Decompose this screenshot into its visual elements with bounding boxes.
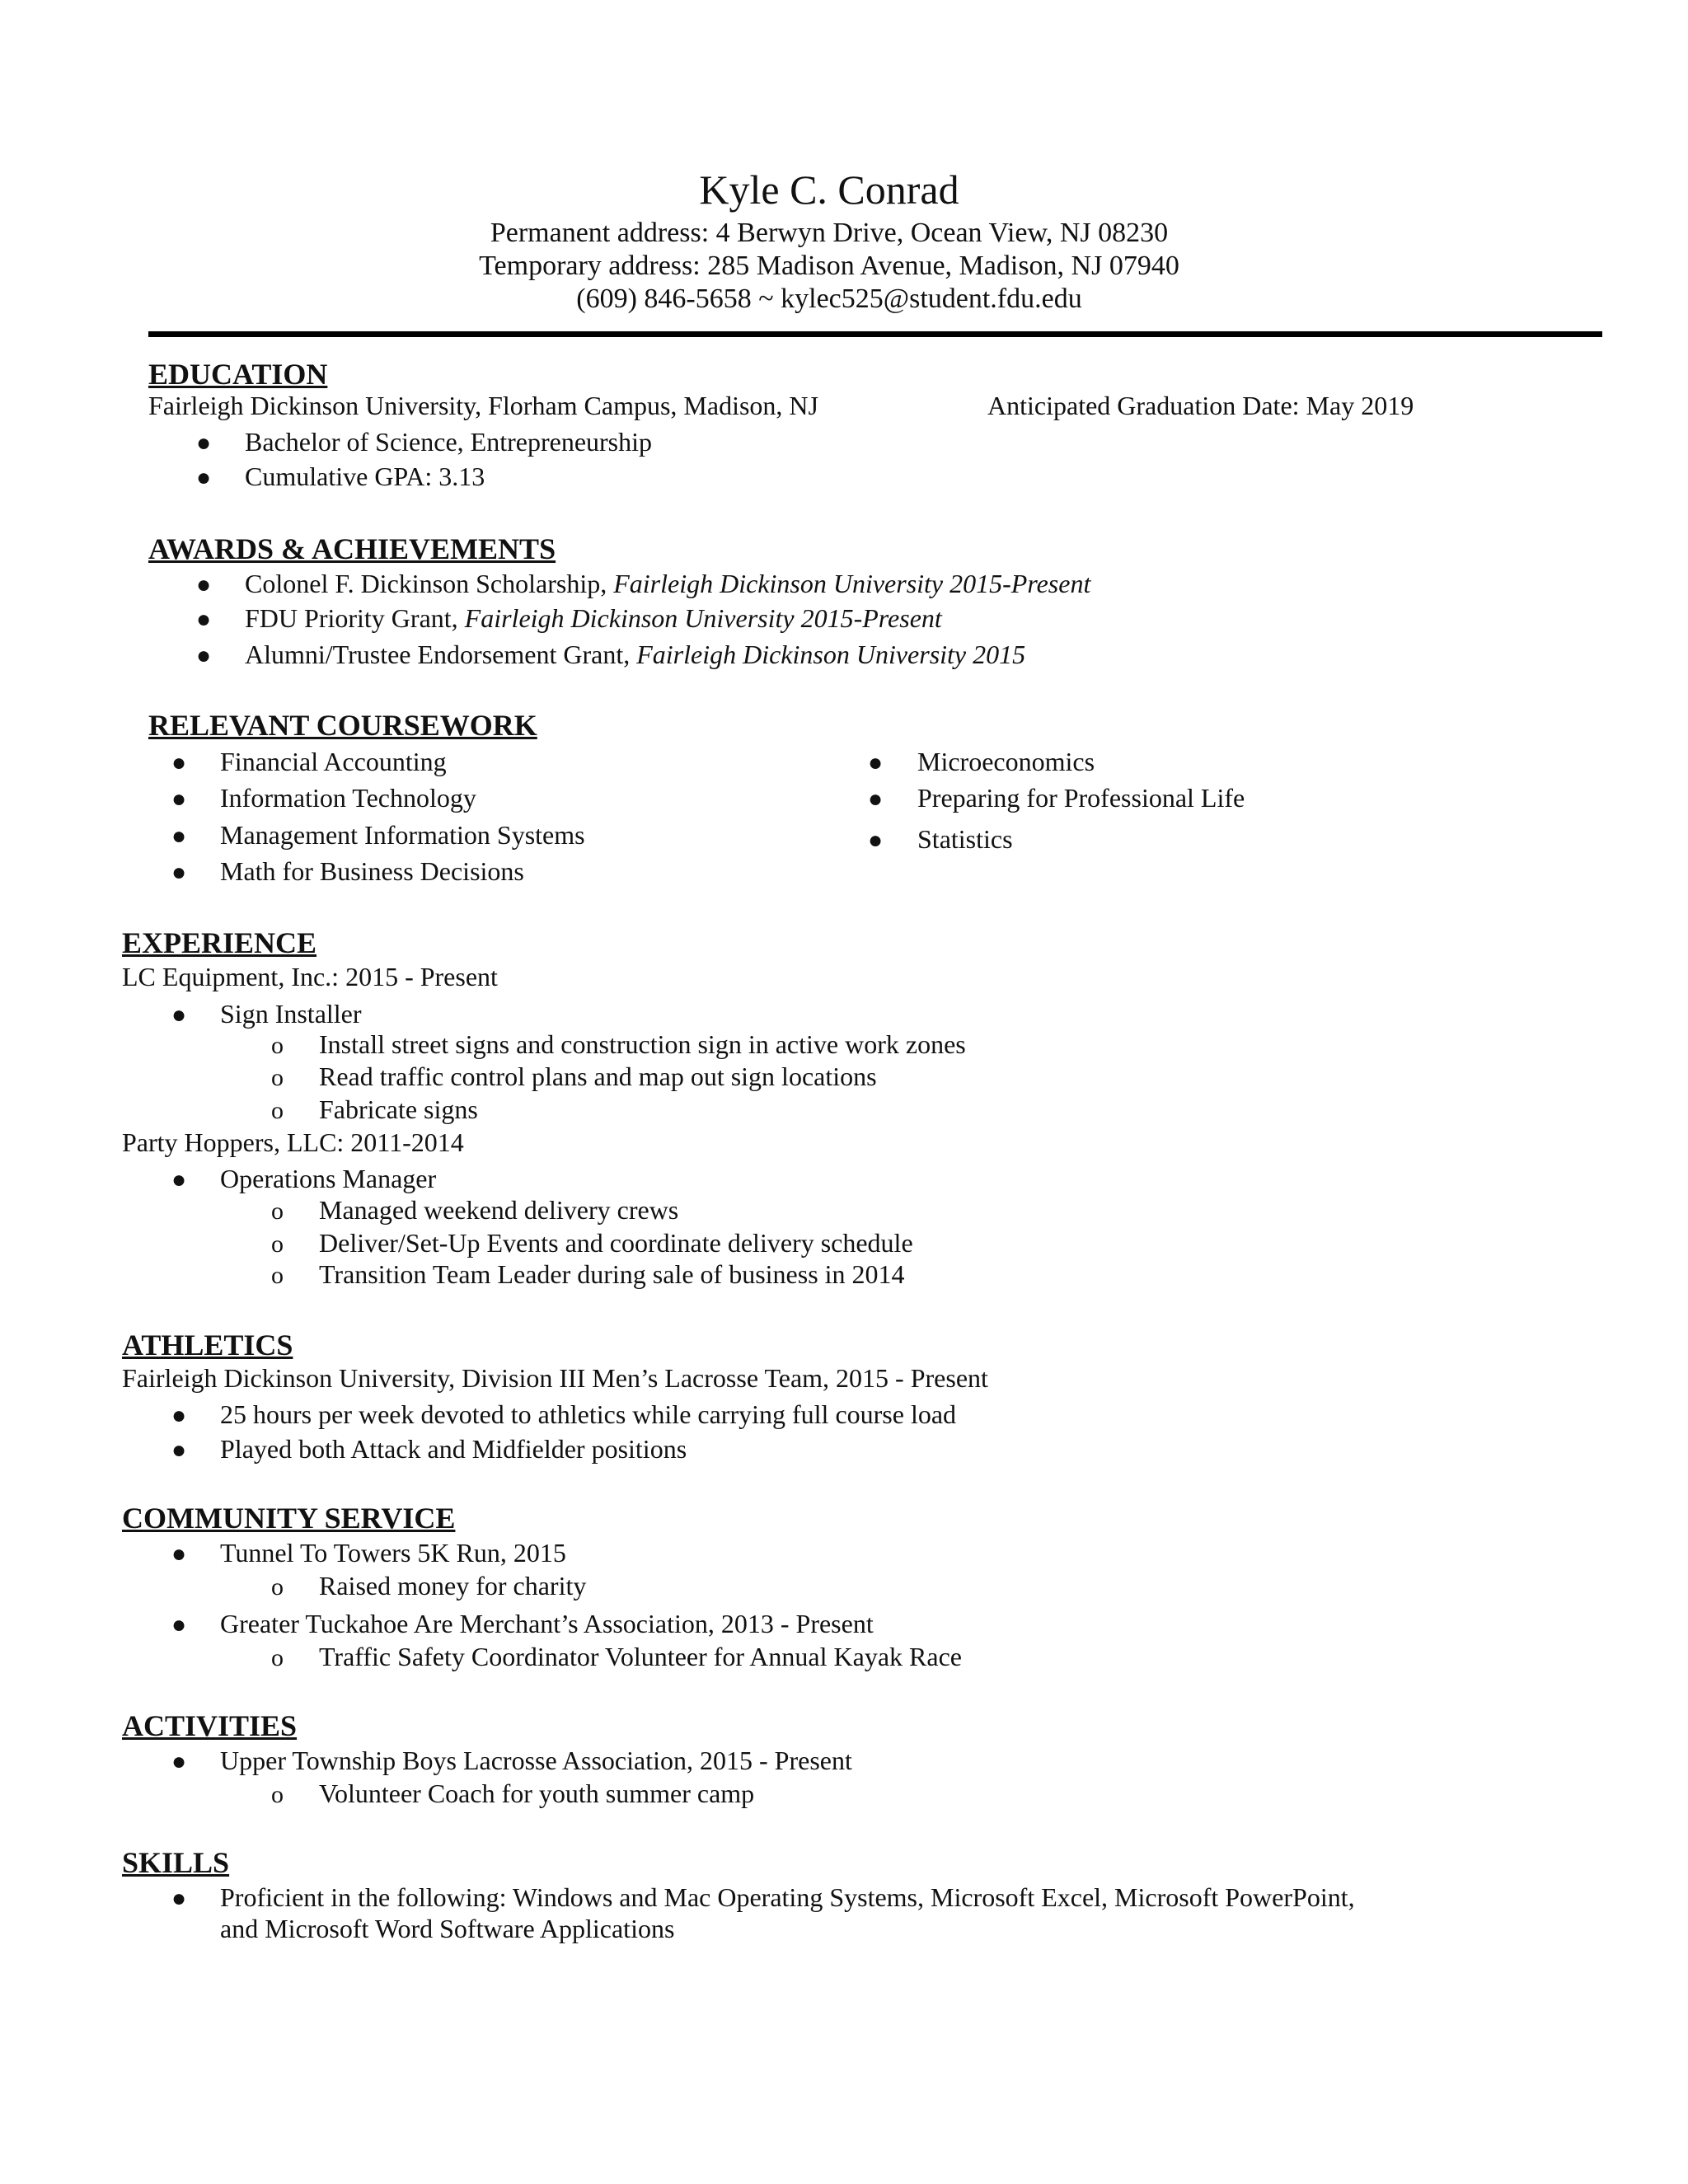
bullet-icon: ●: [196, 464, 212, 491]
experience-heading: EXPERIENCE: [122, 926, 317, 959]
award-item: [245, 602, 942, 635]
employer-line: LC Equipment, Inc.: 2015 - Present: [122, 962, 498, 991]
course-item: Financial Accounting: [220, 747, 447, 776]
sub-bullet-icon: o: [271, 1573, 284, 1601]
bullet-icon: ●: [868, 785, 884, 813]
bullet-icon: ●: [171, 785, 187, 813]
job-duty: Deliver/Set-Up Events and coordinate delivery schedule: [319, 1228, 913, 1258]
contact-line: (609) 846-5658 ~ kylec525@student.fdu.edu: [576, 284, 1082, 314]
award-name: Colonel F. Dickinson Scholarship,: [245, 569, 614, 598]
bullet-icon: ●: [171, 1748, 187, 1775]
permanent-address: Permanent address: 4 Berwyn Drive, Ocean View, NJ 08230: [490, 218, 1169, 248]
bullet-icon: ●: [868, 749, 884, 776]
job-role: Sign Installer: [220, 999, 362, 1029]
sub-bullet-icon: o: [271, 1197, 284, 1225]
community-sub-item: Traffic Safety Coordinator Volunteer for Annual Kayak Race: [319, 1642, 962, 1671]
skills-heading: SKILLS: [122, 1846, 230, 1879]
education-school: Fairleigh Dickinson University, Florham Campus, Madison, NJ: [148, 391, 818, 420]
bullet-icon: ●: [196, 606, 212, 633]
bullet-icon: ●: [171, 749, 187, 776]
education-heading: EDUCATION: [148, 358, 328, 391]
athletics-heading: ATHLETICS: [122, 1329, 293, 1361]
bullet-icon: ●: [171, 1611, 187, 1638]
job-role: Operations Manager: [220, 1164, 437, 1193]
skills-line: Proficient in the following: Windows and Mac Operating Systems, Microsoft Excel, Microsoft PowerPoint,: [220, 1882, 1355, 1912]
bullet-icon: ●: [171, 1001, 187, 1029]
community-item: Greater Tuckahoe Are Merchant’s Association, 2013 - Present: [220, 1609, 874, 1638]
job-duty: Read traffic control plans and map out sign locations: [319, 1062, 877, 1091]
sub-bullet-icon: o: [271, 1781, 284, 1808]
activities-heading: ACTIVITIES: [122, 1709, 298, 1742]
bullet-icon: ●: [196, 571, 212, 598]
header-divider: [148, 331, 1602, 337]
bullet-icon: ●: [171, 1402, 187, 1429]
education-graduation: Anticipated Graduation Date: May 2019: [987, 391, 1414, 420]
bullet-icon: ●: [171, 859, 187, 886]
sub-bullet-icon: o: [271, 1262, 284, 1289]
coursework-heading: RELEVANT COURSEWORK: [148, 709, 537, 742]
job-duty: Install street signs and construction sign in active work zones: [319, 1029, 966, 1059]
job-duty: Managed weekend delivery crews: [319, 1195, 679, 1225]
employer-line: Party Hoppers, LLC: 2011-2014: [122, 1127, 464, 1157]
bullet-icon: ●: [171, 1166, 187, 1193]
awards-heading: AWARDS & ACHIEVEMENTS: [148, 532, 556, 565]
job-duty: Fabricate signs: [319, 1094, 478, 1124]
course-item: Math for Business Decisions: [220, 856, 524, 886]
temporary-address: Temporary address: 285 Madison Avenue, Madison, NJ 07940: [479, 251, 1179, 281]
job-duty: Transition Team Leader during sale of business in 2014: [319, 1259, 905, 1289]
skills-line: and Microsoft Word Software Applications: [220, 1914, 675, 1943]
bullet-icon: ●: [196, 429, 212, 457]
bullet-icon: ●: [868, 827, 884, 854]
award-detail: Fairleigh Dickinson University 2015-Present: [464, 603, 942, 633]
bullet-icon: ●: [171, 1540, 187, 1568]
award-item: [245, 638, 1025, 671]
bullet-icon: ●: [171, 823, 187, 850]
activity-sub-item: Volunteer Coach for youth summer camp: [319, 1779, 755, 1808]
community-sub-item: Raised money for charity: [319, 1571, 587, 1601]
course-item: Microeconomics: [917, 747, 1095, 776]
course-item: Information Technology: [220, 783, 476, 813]
activity-item: Upper Township Boys Lacrosse Association, 2015 - Present: [220, 1746, 852, 1775]
award-name: Alumni/Trustee Endorsement Grant,: [245, 640, 637, 669]
sub-bullet-icon: o: [271, 1097, 284, 1124]
community-heading: COMMUNITY SERVICE: [122, 1502, 456, 1535]
education-degree: Bachelor of Science, Entrepreneurship: [245, 427, 653, 457]
sub-bullet-icon: o: [271, 1644, 284, 1671]
bullet-icon: ●: [196, 642, 212, 669]
resume-name: Kyle C. Conrad: [699, 166, 959, 213]
course-item: Management Information Systems: [220, 820, 585, 850]
award-detail: Fairleigh Dickinson University 2015: [636, 640, 1026, 669]
community-item: Tunnel To Towers 5K Run, 2015: [220, 1538, 566, 1568]
athletics-item: Played both Attack and Midfielder positions: [220, 1434, 687, 1464]
athletics-item: 25 hours per week devoted to athletics while carrying full course load: [220, 1399, 957, 1429]
education-gpa: Cumulative GPA: 3.13: [245, 462, 485, 491]
bullet-icon: ●: [171, 1885, 187, 1912]
award-item: [245, 567, 1090, 600]
course-item: Statistics: [917, 824, 1013, 854]
athletics-team: Fairleigh Dickinson University, Division III Men’s Lacrosse Team, 2015 - Present: [122, 1363, 988, 1393]
award-name: FDU Priority Grant,: [245, 603, 465, 633]
award-detail: Fairleigh Dickinson University 2015-Present: [613, 569, 1091, 598]
sub-bullet-icon: o: [271, 1064, 284, 1091]
sub-bullet-icon: o: [271, 1230, 284, 1258]
course-item: Preparing for Professional Life: [917, 783, 1245, 813]
bullet-icon: ●: [171, 1436, 187, 1464]
sub-bullet-icon: o: [271, 1032, 284, 1059]
